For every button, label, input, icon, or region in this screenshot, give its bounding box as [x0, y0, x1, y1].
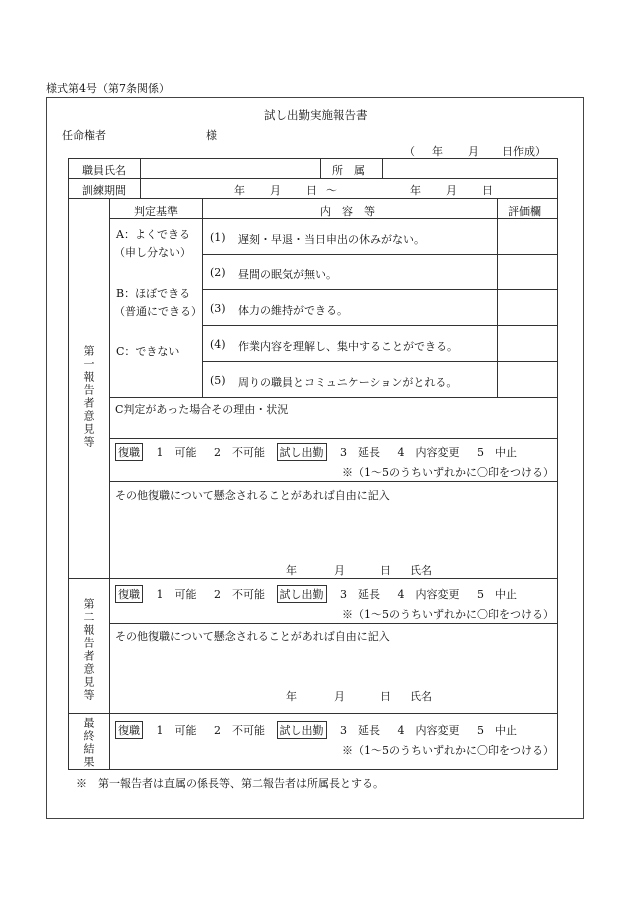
- period-start-month: 月: [270, 184, 281, 197]
- item-3-number: (3): [210, 302, 226, 315]
- section1-concerns-field[interactable]: [111, 504, 555, 554]
- section2-sign-year: 年: [286, 690, 297, 703]
- option-4[interactable]: 4 内容変更: [397, 724, 460, 737]
- option-3[interactable]: 3 延長: [340, 724, 380, 737]
- item-2-text: 昼間の眠気が無い。: [238, 268, 337, 281]
- section1-other-concerns: その他復職について懸念されることがあれば自由に記入: [115, 489, 390, 502]
- option-3[interactable]: 3 延長: [340, 446, 380, 459]
- department-label: 所 属: [332, 164, 365, 177]
- section1-sign-year: 年: [286, 564, 297, 577]
- c-reason-label: C判定があった場合その理由・状況: [115, 403, 289, 416]
- created-month: 月: [468, 145, 479, 158]
- option-2[interactable]: 2 不可能: [214, 446, 265, 459]
- item-3-text: 体力の維持ができる。: [238, 304, 348, 317]
- period-end-month: 月: [446, 184, 457, 197]
- option-1[interactable]: 1 可能: [156, 446, 197, 459]
- item-2-number: (2): [210, 266, 226, 279]
- trial-box: 試し出勤: [277, 443, 327, 461]
- section2-sign-month: 月: [334, 690, 345, 703]
- option-1[interactable]: 1 可能: [156, 724, 197, 737]
- section1-options: [115, 443, 517, 461]
- option-5[interactable]: 5 中止: [477, 446, 517, 459]
- fukushoku-box: 復職: [115, 585, 143, 603]
- section2-sign-name: 氏名: [410, 690, 432, 703]
- footnote: ※ 第一報告者は直属の係長等、第二報告者は所属長とする。: [76, 777, 384, 790]
- period-end-day: 日: [482, 184, 493, 197]
- item-1-text: 遅刻・早退・当日申出の休みがない。: [238, 233, 425, 246]
- section2-concerns-field[interactable]: [111, 644, 555, 682]
- option-5[interactable]: 5 中止: [477, 588, 517, 601]
- created-year: 年: [432, 145, 443, 158]
- option-3[interactable]: 3 延長: [340, 588, 380, 601]
- created-paren: （: [404, 145, 415, 158]
- department-field[interactable]: [384, 160, 556, 176]
- section2-other-concerns: その他復職について懸念されることがあれば自由に記入: [115, 630, 390, 643]
- trial-box: 試し出勤: [277, 585, 327, 603]
- criteria-c-line1: C：できない: [116, 345, 180, 358]
- option-5[interactable]: 5 中止: [477, 724, 517, 737]
- content-header: 内 容 等: [320, 205, 375, 218]
- trial-box: 試し出勤: [277, 721, 327, 739]
- section2-options: [115, 585, 517, 603]
- item-1-number: (1): [210, 231, 226, 244]
- section1-option-note: ※（1～5のうちいずれかに〇印をつける）: [342, 466, 554, 479]
- criteria-header: 判定基準: [134, 205, 178, 218]
- option-2[interactable]: 2 不可能: [214, 724, 265, 737]
- option-4[interactable]: 4 内容変更: [397, 446, 460, 459]
- item-5-text: 周りの職員とコミュニケーションがとれる。: [238, 376, 458, 389]
- evaluation-cell-4[interactable]: [499, 327, 555, 360]
- employee-name-field[interactable]: [142, 160, 318, 176]
- item-5-number: (5): [210, 374, 226, 387]
- training-period-label: 訓練期間: [82, 184, 126, 197]
- period-end-year: 年: [410, 184, 421, 197]
- sama-label: 様: [206, 129, 217, 142]
- section3-options: [115, 721, 517, 739]
- criteria-a-line2: （申し分ない）: [114, 246, 191, 259]
- option-2[interactable]: 2 不可能: [214, 588, 265, 601]
- evaluation-cell-1[interactable]: [499, 220, 555, 253]
- created-day: 日作成）: [502, 145, 546, 158]
- period-start-year: 年: [234, 184, 245, 197]
- appointer-label: 任命権者: [62, 129, 106, 142]
- section1-sign-day: 日: [380, 564, 391, 577]
- section3-label: 最終結果: [82, 717, 95, 769]
- form-number-label: 様式第4号（第7条関係）: [46, 82, 170, 95]
- employee-name-label: 職員氏名: [82, 164, 126, 177]
- item-4-number: (4): [210, 338, 226, 351]
- section2-sign-day: 日: [380, 690, 391, 703]
- section1-label: 第一報告者意見等: [82, 345, 95, 449]
- fukushoku-box: 復職: [115, 721, 143, 739]
- section3-option-note: ※（1～5のうちいずれかに〇印をつける）: [342, 744, 554, 757]
- section2-label: 第二報告者意見等: [82, 598, 95, 702]
- option-4[interactable]: 4 内容変更: [397, 588, 460, 601]
- c-reason-field[interactable]: [111, 416, 555, 436]
- item-4-text: 作業内容を理解し、集中することができる。: [238, 340, 458, 353]
- section1-sign-name: 氏名: [410, 564, 432, 577]
- evaluation-cell-5[interactable]: [499, 363, 555, 396]
- section1-sign-month: 月: [334, 564, 345, 577]
- criteria-a-line1: A：よくできる: [116, 228, 190, 241]
- criteria-b-line2: （普通にできる）: [114, 305, 202, 318]
- evaluation-cell-3[interactable]: [499, 291, 555, 324]
- page-title: 試し出勤実施報告書: [264, 108, 368, 122]
- evaluation-cell-2[interactable]: [499, 256, 555, 288]
- section2-option-note: ※（1～5のうちいずれかに〇印をつける）: [342, 608, 554, 621]
- period-start-day: 日: [306, 184, 317, 197]
- criteria-b-line1: B：ほぼできる: [116, 287, 191, 300]
- option-1[interactable]: 1 可能: [156, 588, 197, 601]
- evaluation-header: 評価欄: [508, 205, 541, 218]
- fukushoku-box: 復職: [115, 443, 143, 461]
- period-tilde: ～: [326, 184, 337, 197]
